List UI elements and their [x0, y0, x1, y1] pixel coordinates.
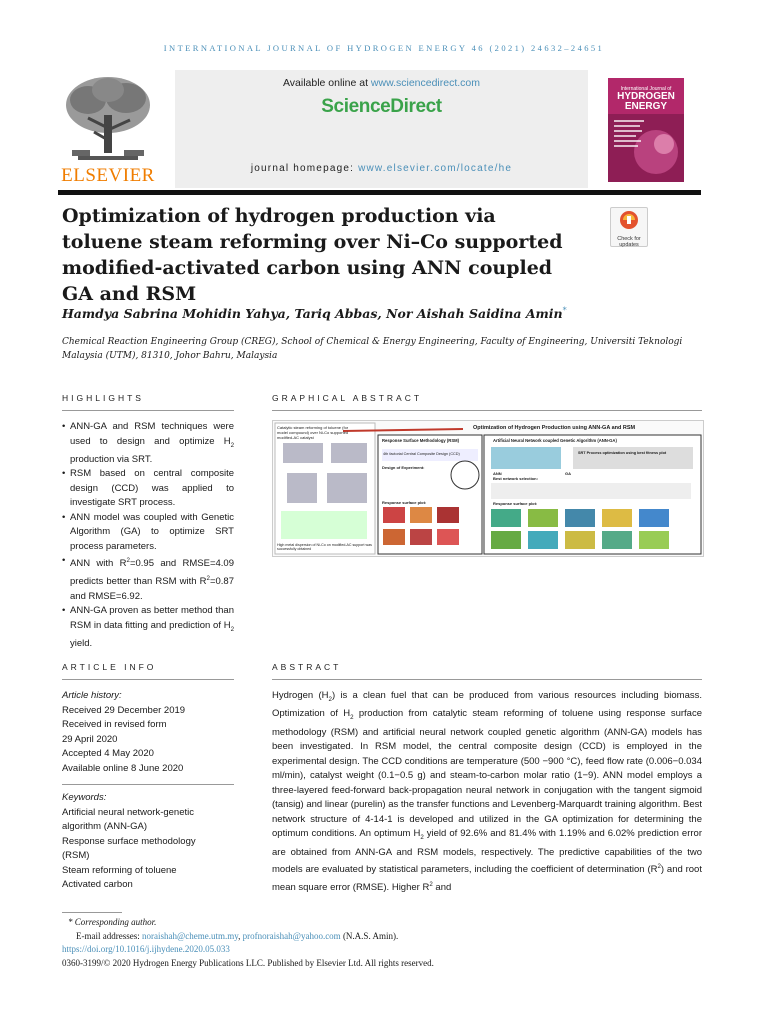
email-line: E-mail addresses: noraishah@cheme.utm.my, profnoraishah@yahoo.com (N.A.S. Amin).: [76, 930, 399, 941]
history-line: 29 April 2020: [62, 733, 118, 745]
article-info: [62, 689, 234, 893]
keywords-label: Keywords:: [62, 792, 107, 803]
graphical-abstract-heading: GRAPHICAL ABSTRACT: [272, 393, 423, 403]
keyword: Steam reforming of toluene: [62, 864, 177, 876]
corresponding-note: * Corresponding author.: [68, 917, 157, 927]
keyword: Response surface methodology: [62, 835, 196, 847]
ga-ccd-label: 4th factorial Central Composite Design (CCD): [383, 452, 460, 456]
journal-citation-line: INTERNATIONAL JOURNAL OF HYDROGEN ENERGY 46 (2021) 24632–24651: [163, 43, 605, 53]
article-title: Optimization of hydrogen production via toluene steam reforming over Ni–Co supported modified-activated carbon using ANN coupled GA and RSM: [62, 205, 563, 305]
available-prefix: Available online at: [282, 77, 371, 89]
cover-small-title: International Journal of: [620, 86, 672, 92]
keywords-rule: [62, 784, 234, 785]
article-info-rule: [62, 679, 234, 680]
history-line: Received in revised form: [62, 719, 167, 730]
author-list: [62, 305, 702, 321]
highlights-list: [62, 420, 234, 652]
abstract-text: Hydrogen $(H_2)$ is a clean fuel that can be produced from various resources including biomass. Optimization of $H_2$ production from catalytic steam reforming of toluene using response surface methodology (RSM) and artificial neural network coupled genetic algorithm (ANN-GA) models has been investigated. In RSM model, the central composite design (CCD) is employed in the experimental design. The CCD conditions are temperature (500 −900 °C), feed flow rate (0.006−0.034 ml/min), catalyst weight (0.1−0.5 g) and steam-to-carbon molar ratio (1−9). ANN model employs a three-layered feed-forward back-propagation neural network in conjugation with the tangent sigmoid (tansig) and linear (purelin) as the transfer functions and Levenberg-Marquardt training algorithm. Best network structure of 4-14-1 is developed and utilized in the GA optimization for determining the optimum conditions. An optimum $H_2$ yield of 92.6% and 81.4% with 1.19% and 6.02% prediction error are obtained from ANN-GA and RSM models, respectively. The predictive capabilities of the two models are evaluated by statistical parameters, including the coefficient of determination $(R^2)$ and root mean square error (RMSE). Higher $R^2$ and: [272, 690, 703, 893]
keyword: Activated carbon: [62, 879, 133, 890]
ga-rsm-label: Response Surface Methodology (RSM): [382, 438, 460, 443]
history-line: Received 29 December 2019: [62, 704, 186, 716]
sciencedirect-link[interactable]: www.sciencedirect.com: [370, 77, 481, 89]
cover-graphic: [608, 114, 684, 182]
highlight-item: • ANN with $R^2=0.95$ and RMSE=4.09 predicts better than RSM with $R^2=0.87$ and RMSE=6.92.: [62, 554, 234, 604]
highlight-item: • RSM based on central composite design (CCD) was applied to investigate SRT process.: [62, 467, 234, 511]
ga-ann-label: Artificial Neural Network coupled Genetic Algorithm (ANN-GA): [493, 438, 617, 443]
graphical-abstract-rule: [272, 410, 702, 411]
crossmark-button[interactable]: [610, 207, 648, 247]
crossmark-line2: updates: [619, 242, 639, 248]
ga-bottom-caption: High metal dispersion of Ni-Co on modified-AC support was successfully obtained: [277, 543, 372, 552]
highlight-item: • ANN-GA proven as better method than RSM in data fitting and prediction of $H_2$ yield.: [62, 604, 234, 651]
journal-cover[interactable]: [608, 78, 684, 182]
affiliation: Chemical Reaction Engineering Group (CREG), School of Chemical & Energy Engineering, Faculty of Engineering, Universiti Teknologi Malaysia (UTM), 81310, Johor Bahru, Malaysia: [62, 337, 683, 361]
abstract-heading: ABSTRACT: [272, 662, 342, 672]
ga-ga-sub: GA: [565, 471, 571, 476]
crossmark-icon: [611, 208, 647, 232]
homepage-prefix: journal homepage:: [250, 163, 359, 174]
highlights-heading: HIGHLIGHTS: [62, 393, 144, 403]
ga-design-label: Design of Experiment:: [382, 465, 425, 470]
abstract-rule: [272, 679, 702, 680]
highlights-rule: [62, 410, 234, 411]
sciencedirect-logo[interactable]: ScienceDirect: [321, 96, 442, 117]
crossmark-line1: Check for: [617, 236, 641, 242]
highlight-item: • ANN-GA and RSM techniques were used to design and optimize $H_2$ production via SRT.: [62, 420, 234, 467]
graphical-abstract-drawing: [273, 421, 703, 556]
header-rule: [58, 190, 701, 195]
article-info-heading: ARTICLE INFO: [62, 662, 157, 672]
cover-title: HYDROGEN ENERGY: [617, 91, 675, 112]
doi-link[interactable]: https://doi.org/10.1016/j.ijhydene.2020.05.033: [62, 944, 230, 954]
keyword: (RSM): [62, 850, 90, 861]
authors-text: Hamdya Sabrina Mohidin Yahya, Tariq Abbas, Nor Aishah Saidina Amin: [62, 306, 563, 322]
available-online: [175, 77, 588, 89]
keyword: algorithm (ANN-GA): [62, 821, 147, 832]
elsevier-wordmark: ELSEVIER: [61, 165, 155, 186]
journal-homepage: [175, 163, 588, 174]
history-label: Article history:: [62, 690, 122, 701]
ga-best-label: Best network selection:: [493, 476, 538, 481]
footnote-rule: [62, 912, 122, 913]
email-link-2[interactable]: profnoraishah@yahoo.com: [242, 930, 341, 941]
keyword: Artificial neural network-genetic: [62, 806, 195, 818]
highlight-item: • ANN model was coupled with Genetic Algorithm (GA) to optimize SRT process parameters.: [62, 511, 234, 555]
ga-ann-surface-label: Response surface plot:: [493, 501, 538, 506]
footnotes: [62, 916, 702, 970]
homepage-link[interactable]: www.elsevier.com/locate/he: [358, 163, 513, 174]
corresponding-author-mark[interactable]: *: [562, 305, 567, 315]
history-line: Accepted 4 May 2020: [62, 748, 154, 759]
ga-title: Optimization of Hydrogen Production using ANN-GA and RSM: [473, 425, 636, 431]
email-link-1[interactable]: noraishah@cheme.utm.my: [141, 930, 239, 941]
ga-response-label: Response surface plot:: [382, 500, 427, 505]
graphical-abstract-figure[interactable]: [272, 420, 704, 557]
ga-left-caption: Catalytic steam reforming of toluene (for model compound) over Ni-Co supported modified-AC catalyst: [277, 425, 349, 440]
ga-ann-sub: ANN: [493, 471, 502, 476]
ga-srt-label: SRT Process optimization using best fitness plot: [578, 451, 667, 455]
copyright-line: 0360-3199/© 2020 Hydrogen Energy Publications LLC. Published by Elsevier Ltd. All rights reserved.: [62, 957, 434, 968]
history-line: Available online 8 June 2020: [62, 762, 184, 774]
